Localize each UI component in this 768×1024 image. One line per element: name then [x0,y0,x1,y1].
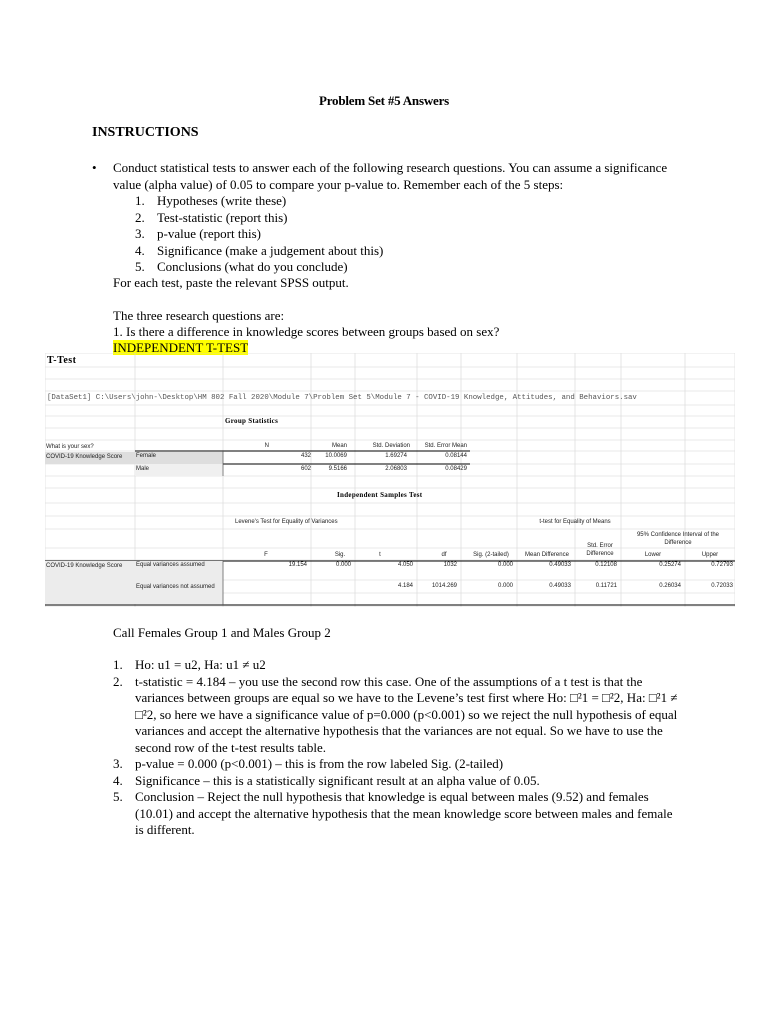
questions-intro: The three research questions are: [113,308,285,323]
col-header-n: N [264,443,269,449]
list-item [113,789,683,839]
list-number: 2. [113,673,123,689]
list-number: 3. [113,756,123,771]
list-number: 4. [135,242,145,258]
cell-mean-female: 10.0069 [325,453,347,459]
list-text: t-statistic = 4.184 – you use the second row this case. One of the assumptions of a t test is that the variances between groups are equal so we have to the Levene’s test first where Ho: □²1 = □²2, Ha: □²1 ≠ □²2, so here we have a significance value of p=0.000 (p<0.001) so we reject the null hypothesis of equal variances and accept the alternative hypothesis that the variances are not equal. So we have to use the second row of the t-test results table. [135,673,678,755]
answers-list [113,657,683,839]
list-item [113,657,683,674]
cell-upper: 0.72793 [711,562,733,568]
list-item [135,243,383,260]
levene-header: Levene's Test for Equality of Variances [235,519,338,525]
list-text: Significance (make a judgement about this) [157,242,384,258]
col-header-sd: Std. Deviation [372,443,410,449]
list-text: p-value = 0.000 (p<0.001) – this is from the row labeled Sig. (2-tailed) [135,756,504,771]
dataset-path: [DataSet1] C:\Users\john-\Desktop\HM 802 Fall 2020\Module 7\Problem Set 5\Module 7 - COVID-19 Knowledge, Attitudes, and Behaviors.sav [47,394,637,402]
cell-df: 1032 [443,562,457,568]
instructions-heading: INSTRUCTIONS [92,125,199,140]
document-title: Problem Set #5 Answers [318,93,450,108]
cell-sed: 0.11721 [595,583,617,589]
list-number: 1. [135,193,145,208]
col-header-upper: Upper [701,552,719,558]
list-number: 1. [113,657,123,672]
cell-df: 1014.269 [431,583,457,589]
cell-n-male: 602 [300,466,311,472]
list-text: p-value (report this) [157,226,261,242]
cell-upper: 0.72033 [711,583,733,589]
cell-lower: 0.25274 [659,562,681,568]
row-label-assumed: Equal variances assumed [136,562,205,568]
ind-test-caption: Independent Samples Test [337,491,423,499]
ind-variable-label: COVID-19 Knowledge Score [46,563,123,569]
list-number: 4. [113,772,123,788]
list-text: Conclusion – Reject the null hypothesis that knowledge is equal between males (9.52) and females (10.01) and accept the alternative hypothesis that the mean knowledge score between males and female is different. [135,789,673,837]
call-groups: Call Females Group 1 and Males Group 2 [113,625,331,640]
ci-header: 95% Confidence Interval of the Difference [636,532,720,546]
cell-md: 0.49033 [549,583,571,589]
row-var-label: What is your sex? [46,444,94,450]
group-female: Female [136,453,157,459]
spss-note: For each test, paste the relevant SPSS output. [113,275,349,290]
spss-heading: T-Test [47,355,77,366]
col-header-sig: Sig. [334,552,346,558]
cell-md: 0.49033 [549,562,571,568]
list-item [135,259,383,276]
list-number: 5. [113,789,123,804]
cell-t: 4.184 [397,583,413,589]
cell-lower: 0.26034 [659,583,681,589]
cell-t: 4.050 [397,562,413,568]
cell-sd-female: 1.69274 [385,453,407,459]
col-header-md: Mean Difference [525,552,569,558]
list-text: Hypotheses (write these) [157,193,287,208]
col-header-t: t [379,552,381,558]
group-stats-caption: Group Statistics [225,417,279,425]
list-text: Significance – this is a statistically significant result at an alpha value of 0.05. [135,772,540,788]
question-1: 1. Is there a difference in knowledge scores between groups based on sex? [113,324,500,339]
list-number: 5. [135,259,145,275]
row-label-not-assumed: Equal variances not assumed [136,584,215,590]
cell-sig2: 0.000 [497,583,513,589]
cell-se-female: 0.08144 [445,453,467,459]
cell-mean-male: 9.5166 [328,466,347,472]
cell-sd-male: 2.06803 [385,466,407,472]
list-item [135,193,383,210]
test-label: INDEPENDENT T-TEST [113,340,249,355]
variable-label: COVID-19 Knowledge Score [46,454,123,460]
col-header-mean: Mean [331,443,347,449]
cell-sed: 0.12108 [595,562,617,568]
col-header-df: df [441,552,447,558]
spss-output [45,353,735,607]
spss-grid-lines [45,353,735,607]
ttest-header: t-test for Equality of Means [539,519,611,525]
list-item [113,756,683,773]
col-header-lower: Lower [644,552,662,558]
list-text: Ho: u1 = u2, Ha: u1 ≠ u2 [135,657,266,672]
list-text: Conclusions (what do you conclude) [157,259,348,275]
list-number: 3. [135,226,145,242]
col-header-se: Std. Error Mean [424,443,467,449]
bullet-icon: • [92,160,97,175]
col-header-sig2: Sig. (2-tailed) [473,552,509,558]
col-header-sed: Std. Error Difference [586,543,614,557]
col-header-f: F [264,552,268,558]
cell-sig2: 0.000 [497,562,513,568]
list-item [135,210,383,227]
list-number: 2. [135,209,145,225]
cell-sig: 0.000 [335,562,351,568]
list-item [135,226,383,243]
cell-n-female: 432 [300,453,311,459]
list-item [113,773,683,790]
cell-f: 19.154 [288,562,307,568]
list-text: Test-statistic (report this) [157,209,288,225]
list-item [113,674,683,757]
steps-list [135,193,383,276]
cell-se-male: 0.08429 [445,466,467,472]
group-male: Male [136,466,150,472]
bullet-text: Conduct statistical tests to answer each of the following research questions. You can assume a significance value (alpha value) of 0.05 to compare your p-value to. Remember each of the 5 steps: [113,160,668,192]
